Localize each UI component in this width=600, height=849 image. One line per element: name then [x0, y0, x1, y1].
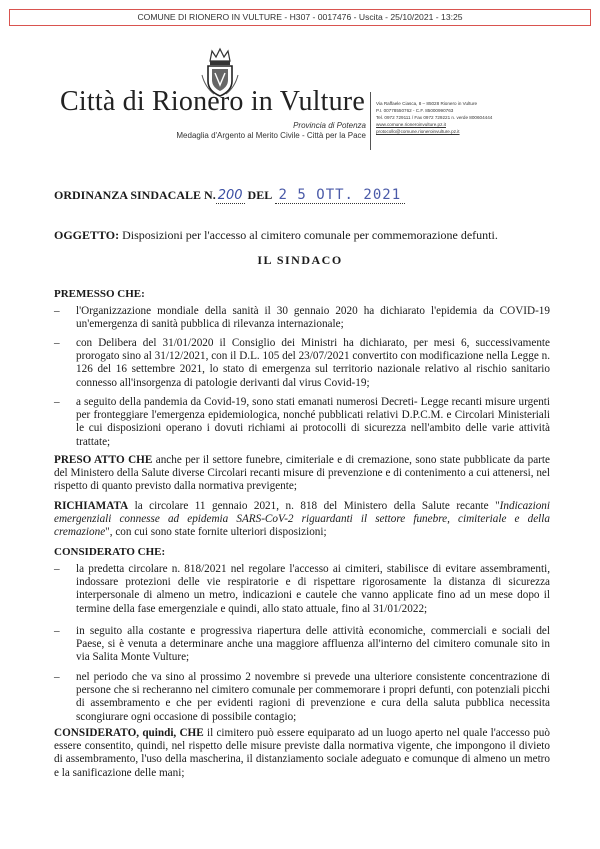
contact-website-link[interactable]: www.comune.rioneroinvulture.pz.it: [376, 122, 446, 127]
ordinance-del-label: DEL: [247, 188, 272, 202]
ordinance-date-stamp: 2 5 OTT. 2021: [278, 187, 402, 203]
considerato-title: CONSIDERATO CHE:: [54, 546, 166, 558]
ordinance-header: [54, 187, 405, 204]
subject-line: [54, 228, 498, 243]
considerato-quindi-paragraph: CONSIDERATO, quindi, CHE il cimitero può essere equiparato ad un luogo aperto nel quale l'accesso può essere consentito, quindi, nel rispetto delle misure previste dalla normativa vigente, che impongono il divieto di assembramento, l'uso della mascherina, il distanziamento sociale adeguato e comunque di almeno un metro e la sanificazione delle mani;: [54, 727, 550, 779]
list-item: – con Delibera del 31/01/2020 il Consiglio dei Ministri ha dichiarato, per mesi 6, successivamente prorogato sino al 31/12/2021, con il D.L. 105 del 23/07/2021 convertito con modificazione nella Legge n. 126 del 16 settembre 2021, lo stato di emergenza sul territorio nazionale relativo al rischio sanitario connesso all'insorgenza di patologie derivanti dal virus Covid-19;: [54, 337, 550, 389]
letterhead-divider: [370, 92, 371, 150]
subject-text: Disposizioni per l'accesso al cimitero comunale per commemorazione defunti.: [119, 228, 498, 242]
ordinance-label: ORDINANZA SINDACALE N.: [54, 188, 216, 202]
city-name: Città di Rionero in Vulture: [60, 86, 365, 117]
ordinance-number: 200: [217, 188, 243, 203]
subject-label: OGGETTO:: [54, 228, 120, 242]
province-line: Provincia di Potenza: [293, 121, 366, 130]
preso-atto-paragraph: PRESO ATTO CHE anche per il settore funebre, cimiteriale e di cremazione, sono state pubblicate da parte del Ministero della Salute diverse Circolari recanti misure di prevenzione e di contenimento a cui attenersi, nel rispetto di quanto previsto dalla normativa previgente;: [54, 454, 550, 493]
list-item: – in seguito alla costante e progressiva riapertura delle attività economiche, commerciali e sociali del Paese, si è venuta a determinare anche una maggiore affluenza all'interno del cimitero comunale sito in via Salita Monte Vulture;: [54, 625, 550, 664]
medal-line: Medaglia d'Argento al Merito Civile - Città per la Pace: [176, 131, 366, 140]
contact-phones: Tel. 0972 729111 / Fax 0972 729221 n. verde 800604444: [376, 115, 493, 120]
list-item: – la predetta circolare n. 818/2021 nel regolare l'accesso ai cimiteri, stabilisce di evitare assembramenti, indossare protezioni delle vie respiratorie e di rispettare rigorosamente la distanza di sicurezza interpersonale di almeno un metro, indicazioni e cautele che vanno applicate fino ad un mese dopo il termine della fase emergenziale e quindi, allo stato attuale, fino al 31/01/2022;: [54, 563, 550, 615]
list-item: – a seguito della pandemia da Covid-19, sono stati emanati numerosi Decreti- Legge recanti misure urgenti per fronteggiare l'emergenza epidemiologica, nonché pubblicati relativi D.P.C.M. e Circolari Ministeriali le cui disposizioni operano i dovuti richiami ai protocolli di sicurezza nell'ambito delle varie attività trattate;: [54, 396, 550, 448]
contact-address: Via Raffaele Ciasca, 8 – 85028 Rionero in Vulture: [376, 101, 478, 106]
contact-tax-ids: P.I. 00778550762 - C.F. 85000990763: [376, 108, 454, 113]
contact-email-link[interactable]: protocollo@comune.rioneroinvulture.pz.it: [376, 129, 460, 134]
contact-block: [376, 100, 492, 135]
premesso-title: PREMESSO CHE:: [54, 288, 145, 300]
mayor-heading: IL SINDACO: [257, 253, 343, 267]
list-item: – nel periodo che va sino al prossimo 2 novembre si prevede una ulteriore consistente concentrazione di persone che si recheranno nel cimitero comunale per commemorare i propri defunti, con potenziali picchi di assembramento e che per evidenti ragioni di prevenzione e cura della saluta pubblica necessita scongiurare ogni occasione di possibile contagio;: [54, 671, 550, 723]
protocol-stamp: COMUNE DI RIONERO IN VULTURE - H307 - 0017476 - Uscita - 25/10/2021 - 13:25: [9, 9, 591, 26]
list-item: – l'Organizzazione mondiale della sanità il 30 gennaio 2020 ha dichiarato l'epidemia da COVID-19 un'emergenza di sanità pubblica di rilevanza internazionale;: [54, 305, 550, 331]
richiamata-paragraph: RICHIAMATA la circolare 11 gennaio 2021, n. 818 del Ministero della Salute recante "Indicazioni emergenziali connesse ad epidemia SARS-CoV-2 riguardanti il settore funebre, cimiteriale e della cremazione", con cui sono state fornite ulteriori disposizioni;: [54, 500, 550, 539]
